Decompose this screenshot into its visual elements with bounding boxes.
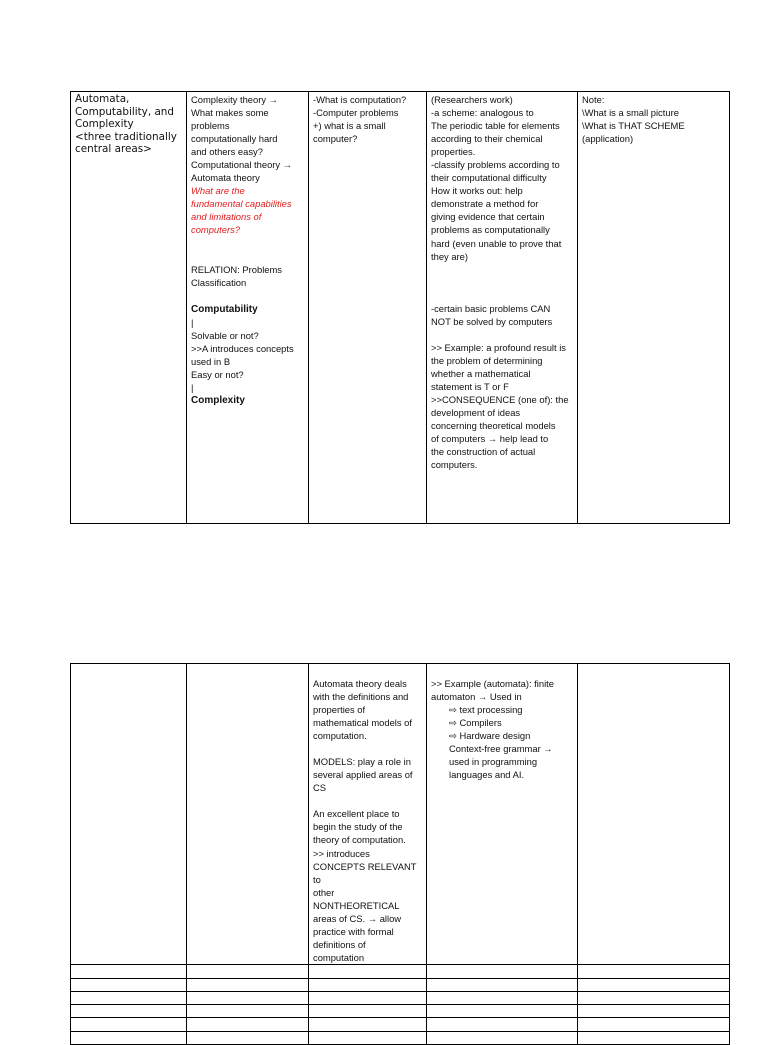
empty-cell (309, 1031, 427, 1044)
bullet-item: ⇨ Hardware design (449, 730, 531, 742)
empty-cell (578, 978, 730, 991)
topic-cell (71, 92, 187, 524)
text-line: the construction of actual (431, 446, 536, 458)
highlight-question: What are the (191, 185, 245, 197)
text-line: concerning theoretical models (431, 419, 556, 431)
empty-cell (71, 1004, 187, 1017)
empty-cell (187, 991, 309, 1004)
text-line: >>A introduces concepts (191, 342, 294, 354)
text-line: theory of computation. (313, 834, 406, 846)
text-line: several applied areas of (313, 769, 413, 781)
text-line: Classification (191, 276, 247, 288)
topic-line: central areas> (75, 143, 152, 155)
text-line: >>CONSEQUENCE (one of): the (431, 393, 569, 405)
text-line: Computational theory → (191, 159, 293, 171)
text-line: -Computer problems (313, 107, 399, 119)
empty-cell (71, 991, 187, 1004)
empty-cell (187, 1004, 309, 1017)
text-line: and others easy? (191, 146, 263, 158)
text-line: mathematical models of (313, 717, 413, 729)
bullet-item: ⇨ Compilers (449, 717, 502, 729)
empty-cell (309, 964, 427, 978)
text-line: hard (even unable to prove that (431, 237, 562, 249)
text-line: other NONTHEORETICAL (313, 886, 400, 911)
text-line: whether a mathematical (431, 367, 531, 379)
text-line: -What is computation? (313, 94, 407, 105)
text-line: Complexity theory → (191, 94, 279, 105)
empty-cell (309, 1004, 427, 1017)
empty-cell (71, 978, 187, 991)
text-line: How it works out: help (431, 185, 523, 197)
text-line: (application) (582, 133, 634, 145)
empty-cell (427, 1017, 578, 1031)
empty-cell (71, 1031, 187, 1044)
text-line: Context-free grammar → (449, 743, 553, 755)
questions-cell (309, 92, 427, 524)
note-cell (578, 92, 730, 524)
text-line: they are) (431, 250, 468, 262)
text-line: automaton → Used in (431, 691, 522, 703)
empty-cell (578, 1004, 730, 1017)
text-line: NOT be solved by computers (431, 315, 553, 327)
text-line: Note: (582, 94, 605, 105)
text-line: languages and AI. (449, 769, 525, 781)
example-cell (427, 664, 578, 965)
text-line: their computational difficulty (431, 172, 547, 184)
highlight-question: fundamental capabilities (191, 198, 292, 210)
empty-cell (578, 664, 730, 965)
topic-line: Automata, (75, 93, 130, 105)
text-line: RELATION: Problems (191, 263, 282, 275)
empty-cell (578, 1031, 730, 1044)
text-line: >> introduces (313, 847, 370, 859)
empty-cell (427, 991, 578, 1004)
text-line: Easy or not? (191, 368, 244, 380)
text-line: according to their chemical (431, 133, 543, 145)
text-line: \What is THAT SCHEME (582, 120, 685, 132)
empty-cell (187, 978, 309, 991)
text-line: computationally hard (191, 133, 278, 145)
empty-cell (187, 664, 309, 965)
text-line: | (191, 316, 194, 328)
empty-cell (309, 991, 427, 1004)
empty-cell (427, 1004, 578, 1017)
text-line: \What is a small picture (582, 107, 679, 119)
text-line: problems as computationally (431, 224, 550, 236)
text-line: | (191, 381, 194, 393)
text-line: begin the study of the (313, 821, 403, 833)
highlight-question: computers? (191, 224, 240, 236)
text-line: (Researchers work) (431, 94, 513, 105)
details-cell (427, 92, 578, 524)
text-line: computer? (313, 133, 358, 145)
text-line: -classify problems according to (431, 159, 560, 171)
text-line: computation. (313, 730, 367, 742)
text-line: computers. (431, 459, 478, 471)
empty-cell (187, 1031, 309, 1044)
heading-computability: Computability (191, 303, 258, 315)
empty-cell (578, 964, 730, 978)
highlight-question: and limitations of (191, 211, 262, 223)
text-line: practice with formal (313, 925, 394, 937)
empty-cell (427, 1031, 578, 1044)
empty-cell (71, 664, 187, 965)
text-line: the problem of determining (431, 354, 543, 366)
empty-cell (578, 991, 730, 1004)
empty-cell (187, 964, 309, 978)
text-line: areas of CS. → allow (313, 912, 402, 924)
text-line: with the definitions and (313, 691, 409, 703)
empty-cell (71, 1017, 187, 1031)
empty-cell (578, 1017, 730, 1031)
text-line: What makes some (191, 107, 269, 119)
bullet-item: ⇨ text processing (449, 704, 523, 716)
text-line: +) what is a small (313, 120, 386, 132)
text-line: Solvable or not? (191, 329, 259, 341)
text-line: definitions of (313, 938, 366, 950)
topic-line: Computability, and (75, 105, 174, 118)
theory-cell (187, 92, 309, 524)
text-line: -a scheme: analogous to (431, 107, 534, 119)
text-line: problems (191, 120, 230, 132)
notes-table-1 (70, 91, 730, 524)
text-line: properties of (313, 704, 366, 716)
text-line: >> Example: a profound result is (431, 341, 566, 353)
automata-cell (309, 664, 427, 965)
text-line: properties. (431, 146, 476, 158)
text-line: Automata theory (191, 172, 260, 184)
empty-cell (309, 1017, 427, 1031)
text-line: giving evidence that certain (431, 211, 545, 223)
text-line: >> Example (automata): finite (431, 678, 554, 689)
text-line: of computers → help lead to (431, 433, 549, 445)
text-line: -certain basic problems CAN (431, 302, 551, 314)
empty-cell (427, 964, 578, 978)
notes-table-2 (70, 663, 730, 1045)
text-line: CS (313, 782, 327, 794)
empty-cell (187, 1017, 309, 1031)
text-line: The periodic table for elements (431, 120, 560, 132)
text-line: statement is T or F (431, 380, 509, 392)
text-line: computation (313, 951, 365, 963)
text-line: used in programming (449, 756, 538, 768)
topic-line: <three traditionally (75, 130, 177, 143)
empty-cell (427, 978, 578, 991)
text-line: An excellent place to (313, 808, 400, 820)
empty-cell (71, 964, 187, 978)
text-line: Automata theory deals (313, 678, 407, 689)
empty-cell (309, 978, 427, 991)
topic-line: Complexity (75, 118, 134, 130)
text-line: development of ideas (431, 406, 521, 418)
text-line: CONCEPTS RELEVANT to (313, 860, 417, 885)
text-line: MODELS: play a role in (313, 756, 411, 768)
text-line: used in B (191, 355, 231, 367)
text-line: demonstrate a method for (431, 198, 539, 210)
heading-complexity: Complexity (191, 394, 245, 406)
